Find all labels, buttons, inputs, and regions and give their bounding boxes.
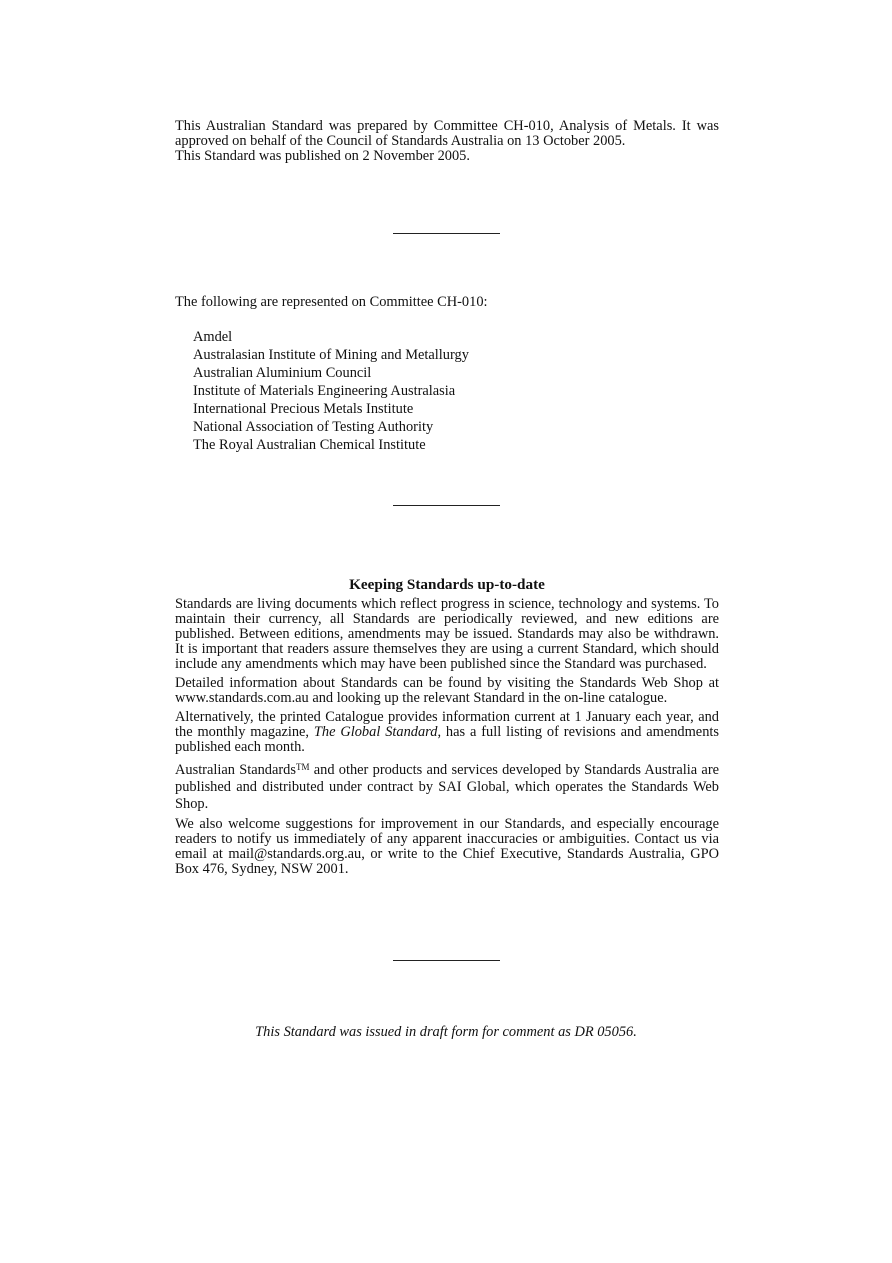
- committee-member: National Association of Testing Authority: [193, 419, 434, 435]
- distribution-text-end: and other products and services developed by Standards Australia are published and distributed under contract by SAI Global, which operates the Standards Web Shop.: [175, 762, 719, 812]
- draft-notice: This Standard was issued in draft form for comment as DR 05056.: [255, 1024, 637, 1040]
- catalogue-text-start: Alternatively, the printed Catalogue provides information current at 1 January each year, and the monthly magazine,: [175, 709, 719, 740]
- committee-member: Institute of Materials Engineering Australasia: [193, 383, 456, 399]
- committee-member: Australasian Institute of Mining and Metallurgy: [193, 347, 469, 363]
- keeping-up-to-date-section: [175, 576, 719, 881]
- publication-date-statement: This Standard was published on 2 November 2005.: [175, 148, 470, 164]
- section-divider: [393, 233, 500, 234]
- committee-member: The Royal Australian Chemical Institute: [193, 437, 426, 453]
- committee-member: Australian Aluminium Council: [193, 365, 372, 381]
- preparation-notice: [175, 119, 719, 164]
- section-divider: [393, 505, 500, 506]
- committee-section: [175, 295, 719, 454]
- committee-member-list: [175, 328, 719, 454]
- section-divider: [393, 960, 500, 961]
- web-shop-paragraph: Detailed information about Standards can be found by visiting the Standards Web Shop at www.standards.com.au and looking up the relevant Standard in the on-line catalogue.: [175, 675, 719, 706]
- committee-member: International Precious Metals Institute: [193, 401, 414, 417]
- distribution-paragraph: [175, 759, 719, 813]
- committee-member: Amdel: [193, 329, 233, 345]
- committee-intro: The following are represented on Committee CH-010:: [175, 294, 488, 310]
- approval-statement: This Australian Standard was prepared by Committee CH-010, Analysis of Metals. It was approved on behalf of the Council of Standards Australia on 13 October 2005.: [175, 118, 719, 149]
- magazine-title: The Global Standard: [313, 724, 438, 740]
- section-heading: Keeping Standards up-to-date: [349, 576, 545, 593]
- catalogue-text-end: , has a full listing of revisions and amendments published each month.: [175, 724, 719, 755]
- catalogue-paragraph: [175, 710, 719, 755]
- living-documents-paragraph: Standards are living documents which reflect progress in science, technology and systems. To maintain their currency, all Standards are periodically reviewed, and new editions are published. Between editions, amendments may be issued. Standards may also be withdrawn. It is important that readers assure themselves they are using a current Standard, which should include any amendments which may have been published since the Standard was purchased.: [175, 596, 719, 672]
- distribution-text-start: Australian Standards: [175, 762, 296, 778]
- suggestions-paragraph: We also welcome suggestions for improvement in our Standards, and especially encourage readers to notify us immediately of any apparent inaccuracies or ambiguities. Contact us via email at mail@standards.org.au, or write to the Chief Executive, Standards Australia, GPO Box 476, Sydney, NSW 2001.: [175, 816, 719, 877]
- trademark-mark: TM: [295, 762, 310, 772]
